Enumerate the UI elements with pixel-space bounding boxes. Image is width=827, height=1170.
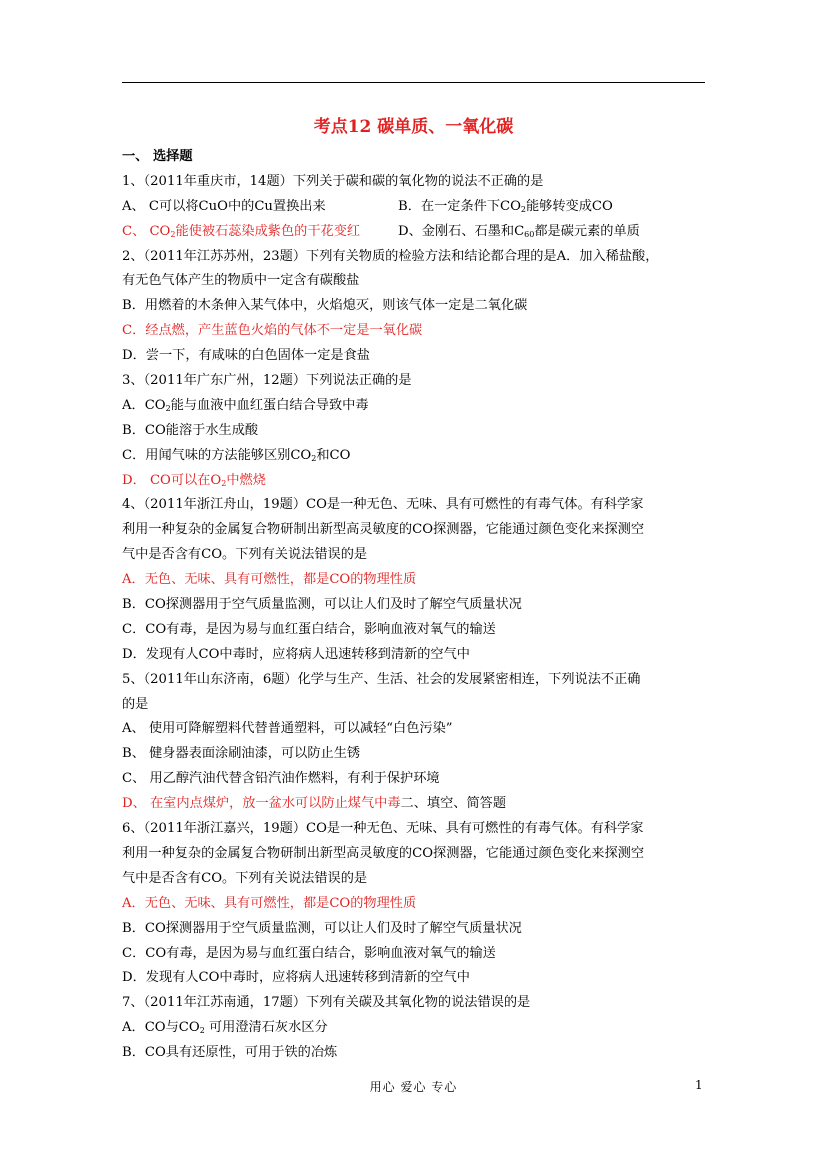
question-4-stem-cont: 利用一种复杂的金属复合物研制出新型高灵敏度的CO探测器，它能通过颜色变化来探测空 bbox=[122, 522, 645, 538]
option-a: A、 使用可降解塑料代替普通塑料，可以减轻“白色污染” bbox=[122, 721, 453, 737]
option-a: A、 C可以将CuO中的Cu置换出来 bbox=[122, 198, 326, 214]
option-d-answer: D、 在室内点煤炉，放一盆水可以防止煤气中毒 bbox=[122, 796, 401, 812]
option-a-answer: A．无色、无味、具有可燃性，都是CO的物理性质 bbox=[122, 895, 417, 911]
page-number: 1 bbox=[695, 1078, 703, 1092]
option-b: B．用燃着的木条伸入某气体中，火焰熄灭，则该气体一定是二氧化碳 bbox=[122, 298, 528, 314]
header-rule bbox=[122, 82, 705, 83]
option-b: B．CO能溶于水生成酸 bbox=[122, 422, 259, 438]
option-c: C．CO有毒，是因为易与血红蛋白结合，影响血液对氧气的输送 bbox=[122, 945, 496, 961]
question-2-stem-cont: 有无色气体产生的物质中一定含有碳酸盐 bbox=[122, 273, 360, 289]
option-b: B．CO具有还原性，可用于铁的冶炼 bbox=[122, 1045, 338, 1061]
option-d: D．发现有人CO中毒时，应将病人迅速转移到清新的空气中 bbox=[122, 970, 470, 986]
question-1-stem: 1、（2011年重庆市，14题）下列关于碳和碳的氧化物的说法不正确的是 bbox=[122, 173, 544, 189]
option-c: C．用闻气味的方法能够区别$CO_2$和CO bbox=[122, 447, 351, 463]
option-d-answer: D． CO可以在$O_2$中燃烧 bbox=[122, 472, 266, 488]
question-6-stem: 6、（2011年浙江嘉兴，19题）CO是一种无色、无味、具有可燃性的有毒气体。有科学家 bbox=[122, 821, 644, 837]
option-b: B、 健身器表面涂刷油漆，可以防止生锈 bbox=[122, 746, 361, 762]
question-6-stem-cont: 气中是否含有CO。下列有关说法错误的是 bbox=[122, 870, 368, 886]
option-a: A．$CO_2$能与血液中血红蛋白结合导致中毒 bbox=[122, 397, 369, 413]
document-body bbox=[122, 145, 707, 1066]
question-6-stem-cont: 利用一种复杂的金属复合物研制出新型高灵敏度的CO探测器，它能通过颜色变化来探测空 bbox=[122, 845, 645, 861]
option-c-answer: C、 $CO_2$能使被石蕊染成紫色的干花变红 bbox=[122, 223, 361, 239]
option-d: D．发现有人CO中毒时，应将病人迅速转移到清新的空气中 bbox=[122, 646, 470, 662]
section-heading: 一、 选择题 bbox=[122, 149, 193, 164]
question-5-stem: 5、（2011年山东济南，6题）化学与生产、生活、社会的发展紧密相连，下列说法不正确 bbox=[122, 671, 641, 687]
question-4-stem: 4、（2011年浙江舟山，19题）CO是一种无色、无味、具有可燃性的有毒气体。有科学家 bbox=[122, 497, 644, 513]
question-2-stem: 2、（2011年江苏苏州，23题）下列有关物质的检验方法和结论都合理的是A．加入稀盐酸， bbox=[122, 248, 659, 264]
option-c: C．CO有毒，是因为易与血红蛋白结合，影响血液对氧气的输送 bbox=[122, 621, 496, 637]
option-a: A．CO与$CO_2$ 可用澄清石灰水区分 bbox=[122, 1020, 328, 1036]
question-7-stem: 7、（2011年江苏南通，17题）下列有关碳及其氧化物的说法错误的是 bbox=[122, 995, 531, 1011]
option-d-answer-line bbox=[122, 792, 707, 817]
section-heading: 二、填空、简答题 bbox=[400, 796, 507, 812]
option-d: D．尝一下，有咸味的白色固体一定是食盐 bbox=[122, 348, 370, 364]
option-b: B．在一定条件下$CO_2$能够转变成CO bbox=[398, 198, 613, 214]
question-3-stem: 3、（2011年广东广州，12题）下列说法正确的是 bbox=[122, 373, 412, 389]
option-b: B．CO探测器用于空气质量监测，可以让人们及时了解空气质量状况 bbox=[122, 597, 522, 613]
option-c: C、 用乙醇汽油代替含铅汽油作燃料，有利于保护环境 bbox=[122, 771, 440, 787]
option-c-answer: C．经点燃，产生蓝色火焰的气体不一定是一氧化碳 bbox=[122, 323, 423, 339]
option-b: B．CO探测器用于空气质量监测，可以让人们及时了解空气质量状况 bbox=[122, 920, 522, 936]
page-title: 考点12 碳单质、一氧化碳 bbox=[313, 117, 514, 137]
page-footer: 用心 爱心 专心 bbox=[369, 1080, 458, 1094]
option-d: D、金刚石、石墨和$C_{60}$都是碳元素的单质 bbox=[398, 223, 640, 239]
question-1-options-ab bbox=[122, 195, 707, 220]
question-5-stem-cont: 的是 bbox=[122, 696, 149, 712]
question-4-stem-cont: 气中是否含有CO。下列有关说法错误的是 bbox=[122, 547, 368, 563]
option-a-answer: A．无色、无味、具有可燃性，都是CO的物理性质 bbox=[122, 572, 417, 588]
question-1-options-cd bbox=[122, 220, 707, 245]
